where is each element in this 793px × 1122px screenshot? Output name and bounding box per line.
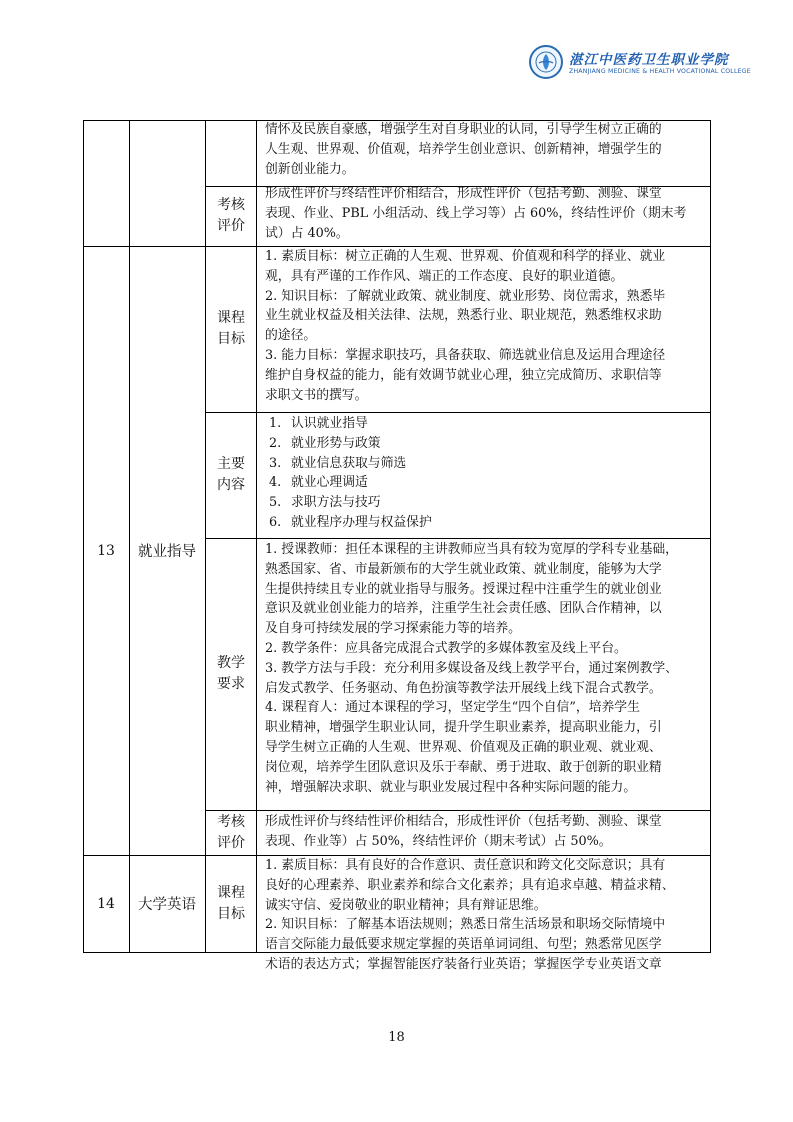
list-item: 6. 就业程序办理与权益保护 (269, 514, 432, 530)
table-border-right (710, 120, 711, 953)
assessment-text: 形成性评价与终结性评价相结合，形成性评价（包括考勤、测验、课堂 表现、作业、PBL 小组活动、线上学习等）占 60%，终结性评价（期末考 试）占 40%。 (265, 186, 687, 241)
course-goals-label: 课程目标 (217, 884, 245, 922)
column-divider (256, 120, 257, 953)
course-number: 13 (97, 542, 115, 559)
goals-continued: 情怀及民族自豪感，增强学生对自身职业的认同，引导学生树立正确的 人生观、世界观、价值观，培养学生创业意识、创新精神，增强学生的 创新创业能力。 (265, 122, 662, 177)
course-name: 大学英语 (138, 897, 196, 913)
teaching-requirements-label: 教学要求 (217, 655, 245, 692)
school-name-en: ZHANJIANG MEDICINE & HEALTH VOCATIONAL COLLEGE (569, 68, 751, 75)
school-logo (529, 44, 759, 84)
course-goals-text: 1. 素质目标：树立正确的人生观、世界观、价值观和科学的择业、就业 观，具有严谨的工作作风、端正的工作态度、良好的职业道德。 2. 知识目标：了解就业政策、就业制度、就业形势、岗位需求，熟悉毕 业生就业权益及相关法律、法规，熟悉行业、职业规范，熟悉维权求助 的途径。 3. 能力目标：掌握求职技巧，具备获取、筛选就业信息及运用合理途径 维护自身权益的能力，能有效调节就业心理，独立完成简历、求职信等 求职文书的撰写。 (265, 249, 666, 403)
main-content-label: 主要内容 (217, 456, 245, 493)
list-item: 4. 就业心理调适 (269, 475, 368, 491)
assessment-text: 形成性评价与终结性评价相结合，形成性评价（包括考勤、测验、课堂 表现、作业等）占 50%，终结性评价（期末考试）占 50%。 (265, 814, 662, 849)
course-table (83, 120, 711, 972)
course-number: 14 (97, 895, 115, 912)
school-emblem-icon (529, 45, 563, 79)
assessment-label: 考核评价 (217, 197, 245, 234)
row-divider (205, 412, 711, 413)
column-divider (205, 120, 206, 953)
assessment-label: 考核评价 (217, 813, 245, 851)
list-item: 2. 就业形势与政策 (269, 435, 381, 451)
list-item: 3. 就业信息获取与筛选 (269, 455, 407, 471)
row-divider (205, 810, 711, 811)
course-goals-label: 课程目标 (217, 310, 245, 347)
row-divider (205, 538, 711, 539)
list-item: 1. 认识就业指导 (269, 416, 368, 431)
course-goals-text: 1. 素质目标：具有良好的合作意识、责任意识和跨文化交际意识；具有 良好的心理素养、职业素养和综合文化素养；具有追求卓越、精益求精、 诚实守信、爱岗敬业的职业精神；具有辩证思维。 2. 知识目标：了解基本语法规则；熟悉日常生活场景和职场交际情境中 语言交际能力最低要求规定掌握的英语单词词组、句型；熟悉常见医学 术语的表达方式；掌握智能医疗装备行业英语；掌握医学专业英语文章 (265, 858, 675, 972)
course-name: 就业指导 (138, 544, 196, 560)
teaching-requirements-text: 1. 授课教师：担任本课程的主讲教师应当具有较为宽厚的学科专业基础， 熟悉国家、省、市最新颁布的大学生就业政策、就业制度，能够为大学 生提供持续且专业的就业指导与服务。授课过程中注重学生的就业创业 意识及就业创业能力的培养，注重学生社会责任感、团队合作精神，以 及自身可持续发展的学习探索能力等的培养。 2. 教学条件：应具备完成混合式教学的多媒体教室及线上平台。 3. 教学方法与手段：充分利用多媒设备及线上教学平台，通过案例教学、 启发式教学、任务驱动、角色扮演等教学法开展线上线下混合式教学。 4. 课程育人：通过本课程的学习，坚定学生“四个自信”，培养学生 职业精神，增强学生职业认同，提升学生职业素养，提高职业能力，引 导学生树立正确的人生观、世界观、价值观及正确的职业观、就业观、 岗位观，培养学生团队意识及乐于奉献、勇于进取、敢于创新的职业精 神，增强解决求职、就业与职业发展过程中各种实际问题的能力。 (265, 542, 678, 795)
main-content-list (265, 414, 432, 533)
school-name: 湛江中医药卫生职业学院 (569, 52, 729, 68)
list-item: 5. 求职方法与技巧 (269, 495, 381, 511)
page-number: 18 (388, 1030, 405, 1045)
